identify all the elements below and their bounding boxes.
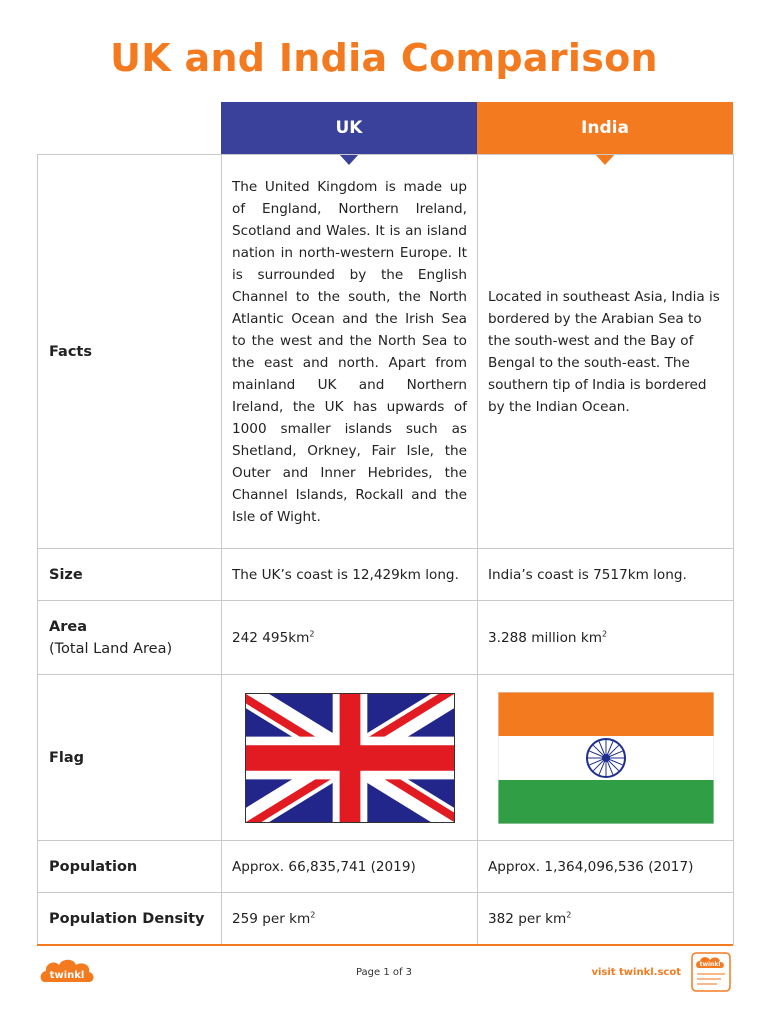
india-area-cell <box>478 601 734 675</box>
area-sublabel: (Total Land Area) <box>49 640 173 657</box>
row-label-population: Population <box>38 841 222 893</box>
india-area-unit-sup: 2 <box>601 628 608 638</box>
table-row-density <box>38 893 734 945</box>
page-title: UK and India Comparison <box>110 36 658 80</box>
india-density-cell <box>478 893 734 945</box>
uk-area-unit-sup: 2 <box>309 628 315 638</box>
india-size-text: India’s coast is 7517km long. <box>478 549 734 601</box>
uk-area-cell <box>222 601 478 675</box>
india-column-header <box>477 102 733 154</box>
ashoka-chakra-icon <box>587 739 625 777</box>
table-row-flag <box>38 675 734 841</box>
india-flag-cell <box>478 675 734 841</box>
row-label-area <box>38 601 222 675</box>
india-header-label: India <box>581 118 629 138</box>
india-area-text: 3.288 million km <box>488 629 602 646</box>
table-row-size <box>38 549 734 601</box>
uk-area-text: 242 495km <box>232 629 310 646</box>
row-label-size: Size <box>38 549 222 601</box>
uk-population-text: Approx. 66,835,741 (2019) <box>222 841 478 893</box>
uk-density-cell <box>222 893 478 945</box>
quality-badge-icon <box>691 952 731 992</box>
row-label-flag: Flag <box>38 675 222 841</box>
india-density-text: 382 per km <box>488 910 567 927</box>
row-label-density: Population Density <box>38 893 222 945</box>
india-flag <box>498 692 714 824</box>
uk-size-text: The UK’s coast is 12,429km long. <box>222 549 478 601</box>
logo-text: twinkl <box>49 970 85 981</box>
india-population-text: Approx. 1,364,096,536 (2017) <box>478 841 734 893</box>
row-label-facts: Facts <box>38 155 222 549</box>
uk-facts-text: The United Kingdom is made up of England, Northern Ireland, Scotland and Wales. It is an island nation in north-western Europe. It is surrounded by the English Channel to the south, the North Atlantic Ocean and the Irish Sea to the west and the North Sea to the east and north. Apart from mainland UK and Northern Ireland, the UK has upwards of 1000 smaller islands such as Shetland, Orkney, Fair Isle, the Outer and Inner Hebrides, the Channel Islands, Rockall and the Isle of Wight. <box>222 155 478 549</box>
badge-text: twinkl <box>699 961 721 968</box>
uk-density-unit-sup: 2 <box>310 909 316 919</box>
table-row-facts <box>38 155 734 549</box>
union-jack-flag <box>245 693 455 823</box>
uk-header-label: UK <box>335 118 363 138</box>
area-label: Area <box>49 618 87 635</box>
uk-flag-cell <box>222 675 478 841</box>
table-row-population <box>38 841 734 893</box>
uk-density-text: 259 per km <box>232 910 311 927</box>
footer-divider <box>37 944 733 946</box>
visit-link[interactable]: visit twinkl.scot <box>591 967 681 978</box>
table-row-area <box>38 601 734 675</box>
uk-column-header <box>221 102 477 154</box>
comparison-table <box>37 154 734 945</box>
page-number: Page 1 of 3 <box>355 967 413 978</box>
india-facts-text: Located in southeast Asia, India is bordered by the Arabian Sea to the south-west and the Bay of Bengal to the south-east. The southern tip of India is bordered by the Indian Ocean. <box>478 155 734 549</box>
india-density-unit-sup: 2 <box>566 909 572 919</box>
